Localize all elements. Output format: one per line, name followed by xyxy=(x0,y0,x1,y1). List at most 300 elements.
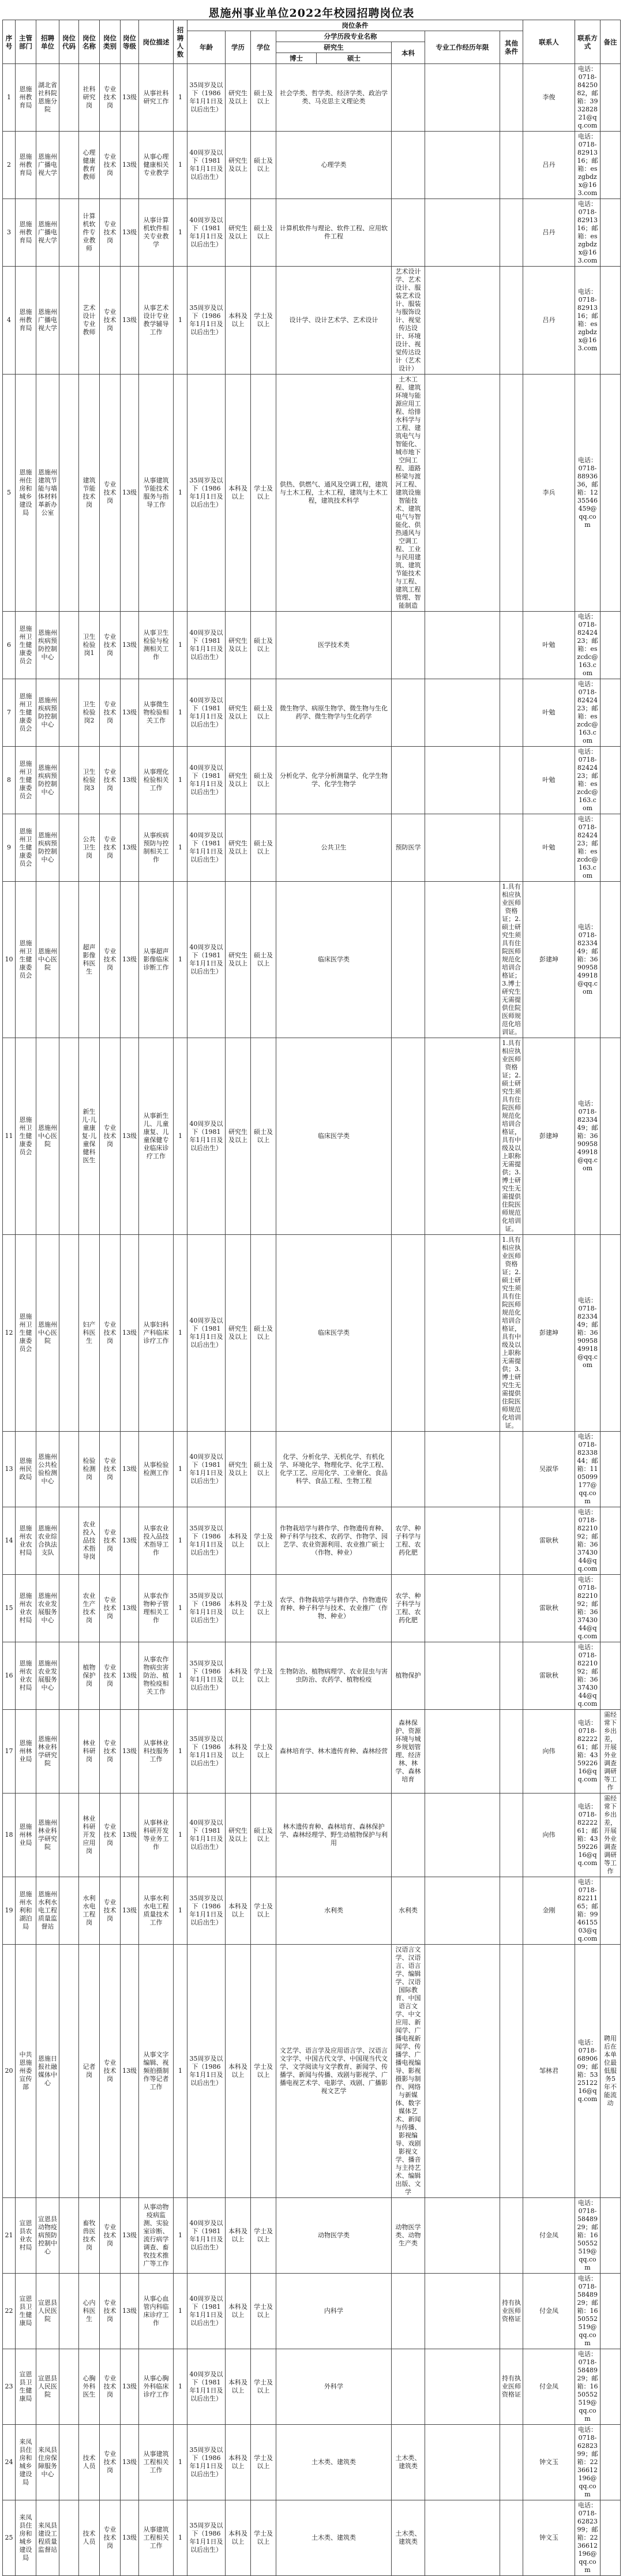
row-other xyxy=(500,2500,523,2576)
table-row xyxy=(3,1877,621,1945)
row-exp xyxy=(425,612,500,679)
row-degree: 硕士及以上 xyxy=(251,679,276,747)
row-code xyxy=(59,1877,79,1945)
row-edu: 本科及以上 xyxy=(226,1710,251,1794)
row-category: 专业技术岗 xyxy=(100,747,121,814)
row-bachelor-major xyxy=(392,1794,425,1877)
row-dept: 来凤县住房和城乡建设局 xyxy=(16,2425,36,2500)
row-exp xyxy=(425,1575,500,1642)
row-dept: 恩施州农业农村局 xyxy=(16,1642,36,1710)
row-count: 1 xyxy=(174,64,187,132)
row-post-name: 畜牧兽医技术岗 xyxy=(79,2198,100,2274)
row-method: 电话：0718-6282399；邮箱：2236612196@qq.com xyxy=(575,2425,601,2500)
row-note: 需经常下乡出差，开展外业调查调研等工作 xyxy=(601,1710,621,1794)
row-unit: 恩施州广播电视大学 xyxy=(36,199,59,267)
row-count: 1 xyxy=(174,1235,187,1432)
table-body xyxy=(3,64,621,2576)
row-note xyxy=(601,1432,621,1507)
row-edu: 研究生及以上 xyxy=(226,882,251,1038)
row-dept: 恩施州教育局 xyxy=(16,132,36,199)
row-dept: 恩施州林业局 xyxy=(16,1710,36,1794)
row-bachelor-major xyxy=(392,2274,425,2349)
table-row xyxy=(3,1432,621,1507)
row-note xyxy=(601,1507,621,1575)
row-category: 专业技术岗 xyxy=(100,2425,121,2500)
row-other: 持有执业医师资格证 xyxy=(500,2274,523,2349)
row-code xyxy=(59,2500,79,2576)
row-method: 电话：0718-5848929；邮箱：1650552519@qq.com xyxy=(575,2274,601,2349)
row-seq: 18 xyxy=(3,1794,16,1877)
row-code xyxy=(59,882,79,1038)
row-edu: 本科及以上 xyxy=(226,2425,251,2500)
row-bachelor-major: 农学、种子科学与工程、农药化肥 xyxy=(392,1507,425,1575)
row-method: 电话：0718-8233844；邮箱：1105099177@qq.com xyxy=(575,1432,601,1507)
row-bachelor-major xyxy=(392,747,425,814)
row-degree: 学士及以上 xyxy=(251,1945,276,2198)
row-count: 1 xyxy=(174,747,187,814)
row-grade: 13级 xyxy=(121,132,139,199)
row-age: 40周岁及以下（1981年1月1日及以后出生） xyxy=(187,1235,226,1432)
row-degree: 硕士及以上 xyxy=(251,747,276,814)
row-degree: 学士及以上 xyxy=(251,2425,276,2500)
header-bachelor: 本科 xyxy=(392,42,425,64)
row-edu: 本科及以上 xyxy=(226,1575,251,1642)
row-other xyxy=(500,2425,523,2500)
row-edu: 研究生及以上 xyxy=(226,1432,251,1507)
table-row xyxy=(3,679,621,747)
header-grade: 岗位等级 xyxy=(121,20,139,64)
row-bachelor-major xyxy=(392,1432,425,1507)
row-contact: 叶勉 xyxy=(523,814,575,882)
row-contact: 钟文玉 xyxy=(523,2500,575,2576)
row-count: 1 xyxy=(174,267,187,375)
header-note: 备注 xyxy=(601,20,621,64)
header-name: 岗位名称 xyxy=(79,20,100,64)
row-exp xyxy=(425,2274,500,2349)
row-grad-major: 土木类、建筑类 xyxy=(276,2425,392,2500)
header-desc: 岗位描述 xyxy=(139,20,174,64)
header-method: 联系方式 xyxy=(575,20,601,64)
row-post-name: 植物保护岗 xyxy=(79,1642,100,1710)
row-grade: 13级 xyxy=(121,2425,139,2500)
row-other xyxy=(500,1575,523,1642)
row-method: 电话：0718-8893636，邮箱：1235546459@qq.com xyxy=(575,375,601,612)
row-desc: 从事卫生检验与检测相关工作 xyxy=(139,612,174,679)
row-exp xyxy=(425,267,500,375)
row-method: 电话：0718-8291316；邮箱：eszgbdzx@163.com xyxy=(575,199,601,267)
row-other xyxy=(500,679,523,747)
row-code xyxy=(59,199,79,267)
row-seq: 13 xyxy=(3,1432,16,1507)
row-code xyxy=(59,1038,79,1235)
table-row xyxy=(3,1507,621,1575)
row-unit: 恩施日报社融媒体中心 xyxy=(36,1945,59,2198)
row-other xyxy=(500,267,523,375)
row-other xyxy=(500,612,523,679)
header-code: 岗位代码 xyxy=(59,20,79,64)
row-grad-major: 计算机软件与理论、软件工程、应用软件工程 xyxy=(276,199,392,267)
row-post-name: 技术人员 xyxy=(79,2500,100,2576)
row-exp xyxy=(425,1507,500,1575)
row-age: 35周岁及以下（1986年1月1日及以后出生） xyxy=(187,1710,226,1794)
row-post-name: 卫生检验岗1 xyxy=(79,612,100,679)
header-count: 招聘人数 xyxy=(174,20,187,64)
row-count: 1 xyxy=(174,1945,187,2198)
row-code xyxy=(59,2425,79,2500)
row-edu: 本科及以上 xyxy=(226,2500,251,2576)
row-degree: 学士及以上 xyxy=(251,1642,276,1710)
row-category: 专业技术岗 xyxy=(100,1945,121,2198)
row-post-name: 林业科研岗 xyxy=(79,1710,100,1794)
row-desc: 从事妇科产科临床诊疗工作 xyxy=(139,1235,174,1432)
row-contact: 叶勉 xyxy=(523,679,575,747)
row-contact: 雷耿秋 xyxy=(523,1507,575,1575)
table-row xyxy=(3,1710,621,1794)
row-bachelor-major: 预防医学 xyxy=(392,814,425,882)
row-method: 电话：0718-8233449；邮箱：369095849918@qq.com xyxy=(575,882,601,1038)
row-grade: 13级 xyxy=(121,1642,139,1710)
row-unit: 湖北省社科院恩施分院 xyxy=(36,64,59,132)
row-age: 40周岁及以下（1981年1月1日及以后出生） xyxy=(187,1794,226,1877)
row-exp xyxy=(425,1038,500,1235)
row-edu: 研究生及以上 xyxy=(226,132,251,199)
row-grade: 13级 xyxy=(121,199,139,267)
table-row xyxy=(3,1038,621,1235)
row-desc: 从事文字编辑、视频拍摄制作等记者工作 xyxy=(139,1945,174,2198)
row-post-name: 农业投入品技术指导岗 xyxy=(79,1507,100,1575)
header-unit: 招聘单位 xyxy=(36,20,59,64)
row-count: 1 xyxy=(174,199,187,267)
header-other: 其他条件 xyxy=(500,31,523,64)
row-count: 1 xyxy=(174,1642,187,1710)
row-unit: 恩施州农业综合执法支队 xyxy=(36,1507,59,1575)
row-degree: 硕士及以上 xyxy=(251,1038,276,1235)
row-dept: 恩施州水利和湖泊局 xyxy=(16,1877,36,1945)
row-bachelor-major: 土木工程、建筑环境与能源应用工程、给排水科学与工程、建筑电气与智能化、城市地下空间工程、道路桥梁与渡河工程、建筑设施智能技术、建筑电气与智能化、供热通风与空调工程、工业与民用建筑、建筑节能技术与工程、建筑工程管理、智能制造 xyxy=(392,375,425,612)
row-dept: 宣恩县农业农村局 xyxy=(16,2198,36,2274)
row-contact: 付金凤 xyxy=(523,2274,575,2349)
row-category: 专业技术岗 xyxy=(100,267,121,375)
row-exp xyxy=(425,375,500,612)
row-note xyxy=(601,2425,621,2500)
row-edu: 研究生及以上 xyxy=(226,612,251,679)
row-exp xyxy=(425,747,500,814)
table-row xyxy=(3,747,621,814)
row-seq: 15 xyxy=(3,1575,16,1642)
row-category: 专业技术岗 xyxy=(100,64,121,132)
row-seq: 23 xyxy=(3,2349,16,2425)
header-category: 岗位类别 xyxy=(100,20,121,64)
row-edu: 本科及以上 xyxy=(226,2274,251,2349)
row-unit: 恩施州疾病预防控制中心 xyxy=(36,747,59,814)
row-post-name: 农业生产技术岗 xyxy=(79,1575,100,1642)
row-count: 1 xyxy=(174,1575,187,1642)
row-method: 电话：0718-5848929；邮箱：1650552519@qq.com xyxy=(575,2198,601,2274)
row-method: 电话：0718-8221165；邮箱：994615503@qq.com xyxy=(575,1877,601,1945)
row-method: 电话：0718-5848929；邮箱：1650552519@qq.com xyxy=(575,2349,601,2425)
row-code xyxy=(59,747,79,814)
table-row xyxy=(3,1575,621,1642)
row-exp xyxy=(425,2349,500,2425)
row-post-name: 卫生检验岗3 xyxy=(79,747,100,814)
row-exp xyxy=(425,814,500,882)
row-contact: 雷耿秋 xyxy=(523,1575,575,1642)
row-age: 40周岁及以下（1981年1月1日及以后出生） xyxy=(187,1432,226,1507)
row-grad-major: 林木遗传育种、森林培育、森林保护学、森林经理学、野生动植物保护与利用 xyxy=(276,1794,392,1877)
row-contact: 金刚 xyxy=(523,1877,575,1945)
row-grad-major: 微生物学、病原生物学、微生物与生化药学、微生物学与生化药学 xyxy=(276,679,392,747)
row-count: 1 xyxy=(174,1794,187,1877)
row-unit: 恩施州水利水电工程质量监督站 xyxy=(36,1877,59,1945)
row-post-name: 社科研究岗 xyxy=(79,64,100,132)
table-row xyxy=(3,814,621,882)
row-contact: 吕丹 xyxy=(523,199,575,267)
row-count: 1 xyxy=(174,679,187,747)
row-grad-major: 社会学类、哲学类、经济学类、政治学类、马克思主义理论类 xyxy=(276,64,392,132)
row-edu: 本科及以上 xyxy=(226,1642,251,1710)
table-row xyxy=(3,2349,621,2425)
row-note xyxy=(601,882,621,1038)
row-code xyxy=(59,814,79,882)
header-degree: 学位 xyxy=(251,31,276,64)
row-grade: 13级 xyxy=(121,1575,139,1642)
row-count: 1 xyxy=(174,2274,187,2349)
header-phd: 博士 xyxy=(276,53,317,64)
row-grad-major: 临床医学类 xyxy=(276,882,392,1038)
row-grad-major: 水利类 xyxy=(276,1877,392,1945)
row-age: 40周岁及以下（1981年1月1日及以后出生） xyxy=(187,1038,226,1235)
row-exp xyxy=(425,199,500,267)
row-unit: 宣恩县人民医院 xyxy=(36,2274,59,2349)
row-count: 1 xyxy=(174,1877,187,1945)
row-dept: 恩施州农业农村局 xyxy=(16,1507,36,1575)
row-note xyxy=(601,1575,621,1642)
row-note xyxy=(601,2198,621,2274)
row-code xyxy=(59,1710,79,1794)
row-age: 35周岁及以下（1986年1月1日及以后出生） xyxy=(187,375,226,612)
row-category: 专业技术岗 xyxy=(100,814,121,882)
row-age: 35周岁及以下（1986年1月1日及以后出生） xyxy=(187,64,226,132)
row-contact: 彭建坤 xyxy=(523,882,575,1038)
row-desc: 从事疾病预防与控制相关工作 xyxy=(139,814,174,882)
row-age: 40周岁及以下（1981年1月1日及以后出生） xyxy=(187,2349,226,2425)
row-unit: 恩施州公共检验检测中心 xyxy=(36,1432,59,1507)
table-row xyxy=(3,132,621,199)
row-other xyxy=(500,375,523,612)
row-grade: 13级 xyxy=(121,1038,139,1235)
row-note xyxy=(601,2500,621,2576)
row-degree: 学士及以上 xyxy=(251,2274,276,2349)
header-exp: 专业工作经历年限 xyxy=(425,31,500,64)
row-edu: 研究生及以上 xyxy=(226,679,251,747)
row-grade: 13级 xyxy=(121,375,139,612)
row-bachelor-major xyxy=(392,2349,425,2425)
row-grade: 13级 xyxy=(121,2349,139,2425)
table-row xyxy=(3,2500,621,2576)
row-degree: 学士及以上 xyxy=(251,1575,276,1642)
header-conditions: 岗位条件 xyxy=(187,20,523,31)
row-seq: 10 xyxy=(3,882,16,1038)
row-grad-major: 农学、作物栽培学与耕作学、作物遗传育种、种子科学与技术、农业推广（作物、种业） xyxy=(276,1575,392,1642)
header-age: 年龄 xyxy=(187,31,226,64)
row-unit: 恩施州广播电视大学 xyxy=(36,267,59,375)
row-contact: 吴淑华 xyxy=(523,1432,575,1507)
row-note: 需经常下乡出差，开展外业调查调研等工作 xyxy=(601,1794,621,1877)
row-degree: 硕士及以上 xyxy=(251,199,276,267)
row-degree: 学士及以上 xyxy=(251,2500,276,2576)
row-contact: 彭建坤 xyxy=(523,1235,575,1432)
row-other xyxy=(500,64,523,132)
row-seq: 5 xyxy=(3,375,16,612)
row-count: 1 xyxy=(174,612,187,679)
row-method: 电话：0718-8222261；邮箱：435922616@qq.com xyxy=(575,1710,601,1794)
row-edu: 研究生及以上 xyxy=(226,199,251,267)
row-seq: 24 xyxy=(3,2425,16,2500)
row-other xyxy=(500,1710,523,1794)
row-grade: 13级 xyxy=(121,2198,139,2274)
row-category: 专业技术岗 xyxy=(100,1235,121,1432)
row-code xyxy=(59,1945,79,2198)
page-title: 恩施州事业单位2022年校园招聘岗位表 xyxy=(208,7,415,20)
row-grad-major: 设计学、设计艺术学、艺术设计 xyxy=(276,267,392,375)
row-other xyxy=(500,1945,523,2198)
row-seq: 25 xyxy=(3,2500,16,2576)
row-contact: 钟文玉 xyxy=(523,2425,575,2500)
row-grade: 13级 xyxy=(121,882,139,1038)
row-desc: 从事心血管内科临床诊疗工作 xyxy=(139,2274,174,2349)
header-major-group: 分学历段专业名称 xyxy=(276,31,425,42)
row-count: 1 xyxy=(174,2198,187,2274)
row-method: 电话：0718-8221092；邮箱：363743044@qq.com xyxy=(575,1575,601,1642)
row-method: 电话：0718-8242423；邮箱：eszcdc@163.com xyxy=(575,814,601,882)
row-post-name: 新生儿·儿童康复·儿童保健科医生 xyxy=(79,1038,100,1235)
table-row xyxy=(3,1794,621,1877)
row-desc: 从事社科研究工作 xyxy=(139,64,174,132)
row-unit: 恩施州疾病预防控制中心 xyxy=(36,679,59,747)
row-grad-major: 作物栽培学与耕作学、作物遗传育种、种子科学与技术、农药学、作物学、园艺学、农业资源利用、农业推广硕士（作物、种业） xyxy=(276,1507,392,1575)
row-bachelor-major: 艺术设计学、艺术设计、服装艺术设计、服装与服饰设计、视觉传达设计、环境设计、视觉传达设计（艺术设计） xyxy=(392,267,425,375)
row-degree: 硕士及以上 xyxy=(251,882,276,1038)
row-method: 电话：0718-8222261；邮箱：435922616@qq.com xyxy=(575,1794,601,1877)
row-desc: 从事超声影像临床诊断工作 xyxy=(139,882,174,1038)
row-desc: 从事农业投入品技术指导工作 xyxy=(139,1507,174,1575)
row-count: 1 xyxy=(174,375,187,612)
row-dept: 宣恩县卫生健康局 xyxy=(16,2349,36,2425)
row-other: 1.具有相应执业医师资格证；2.硕士研究生须具有住院医师规范化培训合格证，具有中级及以上职称无需提供；3.博士研究生无需提供住院医师规范化培训证。 xyxy=(500,1038,523,1235)
header-grad: 研究生 xyxy=(276,42,392,53)
row-category: 专业技术岗 xyxy=(100,612,121,679)
row-desc: 从事新生儿、儿童康复、儿童保健专业临床诊疗工作 xyxy=(139,1038,174,1235)
row-degree: 硕士及以上 xyxy=(251,612,276,679)
row-degree: 硕士及以上 xyxy=(251,1235,276,1432)
row-exp xyxy=(425,1710,500,1794)
row-grad-major: 公共卫生 xyxy=(276,814,392,882)
row-note xyxy=(601,2274,621,2349)
row-unit: 来凤县住房保障服务中心 xyxy=(36,2425,59,2500)
row-seq: 2 xyxy=(3,132,16,199)
row-contact: 李俊 xyxy=(523,64,575,132)
row-note xyxy=(601,132,621,199)
row-category: 专业技术岗 xyxy=(100,1575,121,1642)
row-count: 1 xyxy=(174,1432,187,1507)
row-desc: 从事林业科研开发等业务工作 xyxy=(139,1794,174,1877)
row-bachelor-major xyxy=(392,199,425,267)
row-bachelor-major xyxy=(392,1038,425,1235)
row-grad-major: 临床医学类 xyxy=(276,1038,392,1235)
row-desc: 从事建筑节能技术服务与指导工作 xyxy=(139,375,174,612)
row-bachelor-major: 动物医学类、动物生产类 xyxy=(392,2198,425,2274)
row-other xyxy=(500,199,523,267)
row-dept: 恩施州教育局 xyxy=(16,267,36,375)
row-exp xyxy=(425,64,500,132)
row-grade: 13级 xyxy=(121,1710,139,1794)
row-dept: 恩施州卫生健康委员会 xyxy=(16,679,36,747)
row-category: 专业技术岗 xyxy=(100,1710,121,1794)
row-age: 35周岁及以下（1986年1月1日及以后出生） xyxy=(187,1507,226,1575)
row-edu: 研究生及以上 xyxy=(226,1794,251,1877)
row-category: 专业技术岗 xyxy=(100,2349,121,2425)
row-exp xyxy=(425,1642,500,1710)
row-age: 40周岁及以下（1981年1月1日及以后出生） xyxy=(187,882,226,1038)
row-seq: 19 xyxy=(3,1877,16,1945)
row-unit: 恩施州中心医院 xyxy=(36,1235,59,1432)
row-exp xyxy=(425,132,500,199)
row-degree: 硕士及以上 xyxy=(251,1794,276,1877)
row-exp xyxy=(425,1432,500,1507)
row-category: 专业技术岗 xyxy=(100,1507,121,1575)
row-note xyxy=(601,814,621,882)
row-dept: 宣恩县卫生健康局 xyxy=(16,2274,36,2349)
row-dept: 恩施州林业局 xyxy=(16,1794,36,1877)
row-bachelor-major: 水利类 xyxy=(392,1877,425,1945)
row-grad-major: 外科学 xyxy=(276,2349,392,2425)
row-edu: 研究生及以上 xyxy=(226,747,251,814)
table-row xyxy=(3,1945,621,2198)
row-unit: 恩施州林业科学研究院 xyxy=(36,1794,59,1877)
row-seq: 22 xyxy=(3,2274,16,2349)
row-dept: 恩施州卫生健康委员会 xyxy=(16,1235,36,1432)
row-contact: 向伟 xyxy=(523,1710,575,1794)
row-method: 电话：0718-8221092；邮箱：363743044@qq.com xyxy=(575,1507,601,1575)
row-seq: 14 xyxy=(3,1507,16,1575)
row-post-name: 心理健康教育教师 xyxy=(79,132,100,199)
row-grade: 13级 xyxy=(121,1235,139,1432)
row-unit: 恩施州建筑节能与墙体材料革新办公室 xyxy=(36,375,59,612)
row-dept: 恩施州住房和城乡建设局 xyxy=(16,375,36,612)
row-edu: 本科及以上 xyxy=(226,2198,251,2274)
row-edu: 研究生及以上 xyxy=(226,1038,251,1235)
row-grad-major: 生物防治、植物病理学、农业昆虫与害虫防治、农药学、植物检疫 xyxy=(276,1642,392,1710)
row-count: 1 xyxy=(174,1038,187,1235)
row-method: 电话：0718-8291316；邮箱：eszgbdzx@163.com xyxy=(575,132,601,199)
row-desc: 从事建筑工程相关工作 xyxy=(139,2500,174,2576)
row-grade: 13级 xyxy=(121,747,139,814)
row-note: 聘用后在本单位最低服务5年不能流动 xyxy=(601,1945,621,2198)
row-unit: 恩施州林业科学研究院 xyxy=(36,1710,59,1794)
row-bachelor-major xyxy=(392,64,425,132)
row-age: 35周岁及以下（1986年1月1日及以后出生） xyxy=(187,1877,226,1945)
row-note xyxy=(601,679,621,747)
table-row xyxy=(3,267,621,375)
row-age: 35周岁及以下（1986年1月1日及以后出生） xyxy=(187,1575,226,1642)
row-code xyxy=(59,1575,79,1642)
row-grade: 13级 xyxy=(121,2500,139,2576)
row-desc: 从事水利水电工程质量技术工作 xyxy=(139,1877,174,1945)
row-bachelor-major: 汉语言文学、汉语言、语言学、编辑学、汉语国际教育、中国语言文学、中文应用、新闻学、广播电视新闻学、传播学、广播电视编导、影视摄影与制作、网络与新媒体、数字媒体艺术、新闻与传播、影视编导、戏剧影视文学、播音与主持艺术、编辑出版、文学 xyxy=(392,1945,425,2198)
row-degree: 学士及以上 xyxy=(251,267,276,375)
row-dept: 恩施州民政局 xyxy=(16,1432,36,1507)
row-contact: 彭建坤 xyxy=(523,1038,575,1235)
